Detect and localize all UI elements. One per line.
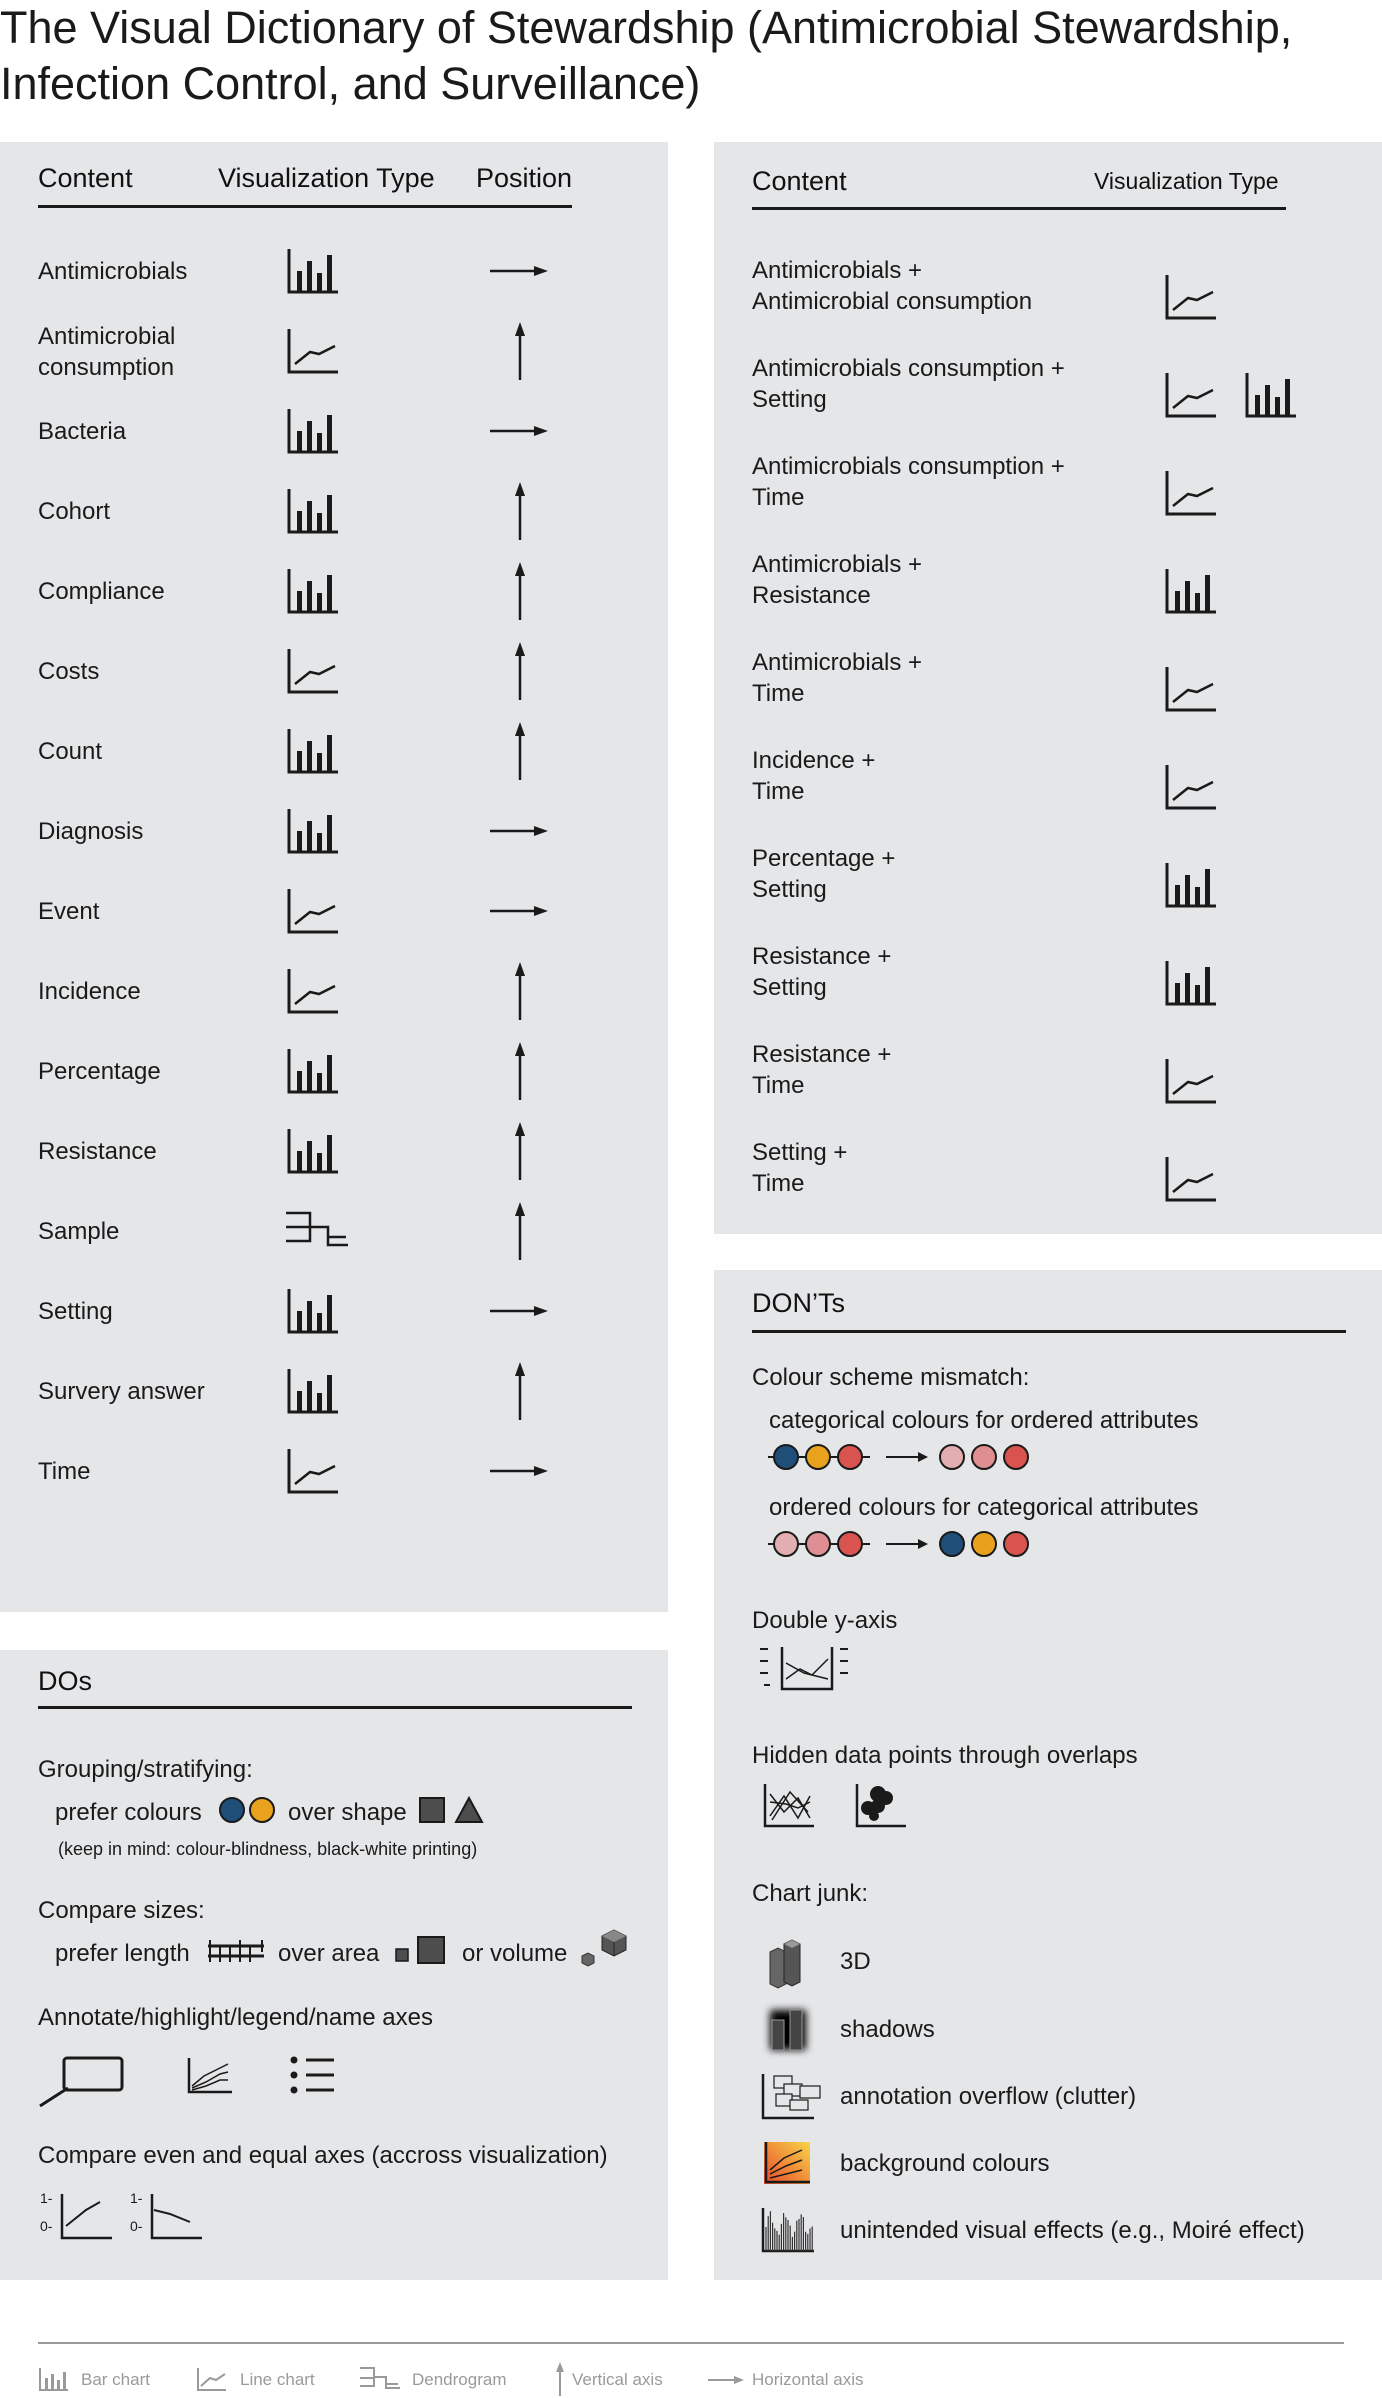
left-row-label: Antimicrobial consumption [38,323,176,381]
right-header-rule [752,207,1286,210]
dos-grouping: Grouping/stratifying: [38,1756,253,1783]
vertical-axis-icon [513,1202,527,1260]
horizontal-axis-icon [490,824,548,838]
bar-chart-icon [286,567,340,615]
line-chart-icon [1164,665,1218,713]
line-chart-icon [286,1447,340,1495]
left-row-label: Bacteria [38,418,127,445]
dos-prefer-length: prefer length [55,1940,190,1967]
left-header-rule [38,205,572,208]
vertical-axis-icon [513,322,527,380]
legend-list-icon [290,2054,336,2096]
line-chart-icon [1164,1155,1218,1203]
legend-bar-label: Bar chart [81,2370,150,2389]
bar-chart-icon [286,407,340,455]
line-chart-icon [1164,1057,1218,1105]
left-row-label: Incidence [38,978,141,1005]
bar-chart-icon [1244,371,1298,419]
right-header-vis: Visualization Type [1094,168,1279,194]
overlap-lines-icon [762,1782,818,1830]
line-chart-icon [286,967,340,1015]
donts-heading: DON’Ts [752,1288,845,1318]
donts-cat-for-ordered: categorical colours for ordered attributes [769,1407,1199,1434]
junk-item-background: background colours [840,2150,1050,2177]
horizontal-axis-icon [490,904,548,918]
dos-compare-axes: Compare even and equal axes (accross visualization) [38,2142,608,2169]
bar-chart-icon [1164,567,1218,615]
legend-line-label: Line chart [240,2370,315,2389]
junk-item-shadows: shadows [840,2016,935,2043]
left-row-label: Diagnosis [38,818,144,845]
left-row-label: Compliance [38,578,165,605]
left-row-label: Event [38,898,100,925]
length-icon [206,1940,266,1966]
right-header-content: Content [752,166,847,196]
dos-compare-sizes: Compare sizes: [38,1897,205,1924]
donts-colour-mismatch: Colour scheme mismatch: [752,1364,1030,1391]
page-title: The Visual Dictionary of Stewardship (Antimicrobial Stewardship, Infection Control, and Surveillance) [0,2,1293,109]
left-row-label: Survery answer [38,1378,205,1405]
legend-vertical-icon [554,2362,566,2396]
dos-over-shape: over shape [288,1799,407,1826]
horizontal-axis-icon [490,264,548,278]
bar-chart-icon [286,247,340,295]
donts-hidden: Hidden data points through overlaps [752,1742,1138,1769]
left-row-label: Sample [38,1218,120,1245]
dos-prefer-colours: prefer colours [55,1799,202,1826]
left-row-label: Antimicrobials [38,258,188,285]
dos-over-area: over area [278,1940,380,1967]
vertical-axis-icon [513,1042,527,1100]
horizontal-axis-icon [490,1304,548,1318]
dos-or-volume: or volume [462,1940,568,1967]
overlap-points-icon [854,1782,910,1830]
shadow-bars-icon [760,2000,816,2056]
axis-zero-label-1: 0- [40,2218,53,2234]
bar-chart-icon [1164,959,1218,1007]
right-row-label: Antimicrobials consumption + Setting [752,355,1065,413]
axis-one-label-2: 1- [130,2190,143,2206]
bar-chart-icon [1164,861,1218,909]
dos-annotate: Annotate/highlight/legend/name axes [38,2004,433,2031]
moire-icon [760,2206,816,2254]
legend-horizontal-label: Horizontal axis [752,2370,864,2389]
line-chart-icon [1164,763,1218,811]
left-row-label: Resistance [38,1138,157,1165]
vertical-axis-icon [513,722,527,780]
left-header-vis: Visualization Type [218,163,435,193]
clutter-icon [760,2072,826,2122]
line-chart-icon [286,887,340,935]
shape-icons [418,1796,488,1824]
right-row-label: Incidence + Time [752,747,876,805]
vertical-axis-icon [513,1362,527,1420]
vertical-axis-icon [513,482,527,540]
dos-rule [38,1706,632,1709]
right-row-label: Antimicrobials + Resistance [752,551,923,609]
junk-item-moire: unintended visual effects (e.g., Moiré effect) [840,2217,1305,2244]
ordered-to-cat-icon [768,1529,1048,1559]
bar-chart-icon [286,487,340,535]
cat-to-ordered-icon [768,1442,1048,1472]
legend-vertical-label: Vertical axis [572,2370,663,2389]
right-row-label: Resistance + Setting [752,943,892,1001]
dos-heading: DOs [38,1666,92,1696]
junk-item-clutter: annotation overflow (clutter) [840,2083,1137,2110]
left-row-label: Cohort [38,498,111,525]
dos-keep-in-mind: (keep in mind: colour-blindness, black-white printing) [58,1839,478,1859]
highlight-chart-icon [186,2056,236,2096]
left-header-pos: Position [476,163,573,193]
right-row-label: Percentage + Setting [752,845,896,903]
legend-dendrogram-icon [360,2364,400,2392]
left-row-label: Percentage [38,1058,161,1085]
bar-chart-icon [286,727,340,775]
right-row-label: Setting + Time [752,1139,848,1197]
right-row-label: Antimicrobials + Time [752,649,923,707]
colour-dots-icon [218,1796,278,1824]
vertical-axis-icon [513,1122,527,1180]
line-chart-icon [286,647,340,695]
right-row-label: Antimicrobials consumption + Time [752,453,1065,511]
right-row-label: Antimicrobials + Antimicrobial consumption [752,257,1033,315]
double-y-axis-icon [760,1645,850,1693]
right-row-label: Resistance + Time [752,1041,892,1099]
vertical-axis-icon [513,642,527,700]
background-colour-icon [762,2140,812,2186]
donts-junk: Chart junk: [752,1880,869,1907]
line-chart-icon [1164,371,1218,419]
legend-line-icon [196,2366,228,2392]
line-chart-icon [1164,469,1218,517]
axis-zero-label-2: 0- [130,2218,143,2234]
legend-bar-icon [38,2366,70,2392]
donts-rule [752,1330,1346,1333]
vertical-axis-icon [513,562,527,620]
dendrogram-chart-icon [286,1207,348,1255]
3d-bars-icon [768,1938,804,1988]
legend-dendrogram-label: Dendrogram [412,2370,507,2389]
left-row-label: Time [38,1458,91,1485]
bar-chart-icon [286,1367,340,1415]
area-icon [394,1935,448,1967]
left-row-label: Costs [38,658,100,685]
donts-ord-for-cat: ordered colours for categorical attributes [769,1494,1199,1521]
vertical-axis-icon [513,962,527,1020]
left-row-label: Count [38,738,103,765]
volume-icon [578,1926,634,1966]
bar-chart-icon [286,1047,340,1095]
left-header-content: Content [38,163,133,193]
donts-double-y: Double y-axis [752,1607,898,1634]
axis-one-label-1: 1- [40,2190,53,2206]
left-row-label: Setting [38,1298,113,1325]
legend-rule [38,2342,1344,2344]
legend-horizontal-icon [708,2374,744,2386]
line-chart-icon [286,327,340,375]
callout-icon [38,2054,128,2110]
bar-chart-icon [286,1127,340,1175]
bar-chart-icon [286,1287,340,1335]
horizontal-axis-icon [490,424,548,438]
horizontal-axis-icon [490,1464,548,1478]
junk-item-3d: 3D [840,1948,871,1975]
bar-chart-icon [286,807,340,855]
line-chart-icon [1164,273,1218,321]
